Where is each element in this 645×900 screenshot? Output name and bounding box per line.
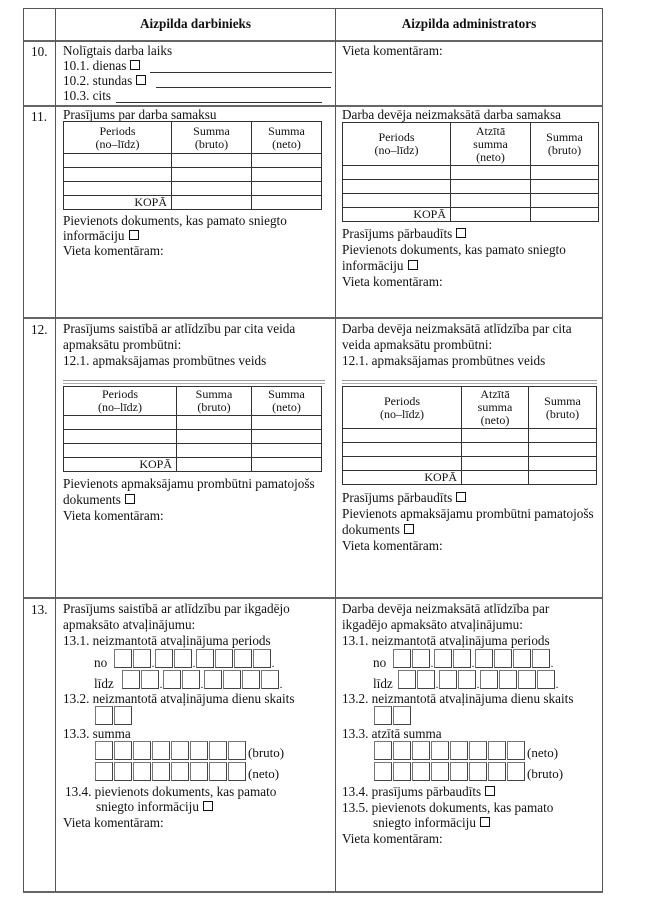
r13-s3: 13.3. summa xyxy=(63,726,131,741)
table-total-row[interactable] xyxy=(64,458,322,472)
r13-to-label: līdz xyxy=(94,676,114,691)
r13-admin-from-date-input[interactable]: . . . xyxy=(393,648,554,668)
r10-days-input[interactable] xyxy=(150,60,332,73)
table-row[interactable] xyxy=(343,429,597,443)
r10-admin-comment-label: Vieta komentāram: xyxy=(342,43,443,58)
r12-admin-title-2: veida apmaksātu prombūtni: xyxy=(342,337,493,352)
r10-hours-input[interactable] xyxy=(156,75,331,88)
r13-amount-gross-input[interactable] xyxy=(95,740,284,760)
r13-admin-from-label: no xyxy=(373,655,387,670)
row-number-13: 13. xyxy=(31,602,48,617)
r12-absence-type-input[interactable] xyxy=(63,380,325,384)
r10-other-label: 10.3. cits xyxy=(63,88,111,103)
r12-doc-text: Pievienots apmaksājamu prombūtni pamatojošs xyxy=(63,476,315,491)
r11-admin-doc-text-2: informāciju xyxy=(342,258,404,273)
r13-admin-amount-net-input[interactable] xyxy=(374,740,558,760)
table-right-border xyxy=(602,8,603,892)
r12-admin-doc-text: Pievienots apmaksājamu prombūtni pamatojošs xyxy=(342,506,594,521)
r13-days-input[interactable] xyxy=(95,705,132,725)
total-label: KOPĀ xyxy=(64,458,177,472)
r10-title: Nolīgtais darba laiks xyxy=(63,43,173,58)
r12-title-2: apmaksātu prombūtni: xyxy=(63,337,182,352)
r13-amount-net-input[interactable] xyxy=(95,761,279,781)
col-gross: Summa (bruto) xyxy=(529,387,597,429)
r13-admin-s2: 13.2. neizmantotā atvaļinājuma dienu skaits xyxy=(342,691,574,706)
r13-admin-s5-1: 13.5. pievienots dokuments, kas pamato xyxy=(342,800,554,815)
r13-gross-label: (bruto) xyxy=(248,745,285,760)
col-period: Periods (no–līdz) xyxy=(343,387,462,429)
table-top-border xyxy=(23,8,603,9)
header-admin: Aizpilda administrators xyxy=(401,16,537,31)
total-label: KOPĀ xyxy=(343,471,462,485)
r13-title-1: Prasījums saistībā ar atlīdzību par ikgadējo xyxy=(63,601,290,616)
r13-s1: 13.1. neizmantotā atvaļinājuma periods xyxy=(63,633,271,648)
r11-employee-table xyxy=(63,121,322,210)
r13-admin-title-1: Darba devēja neizmaksātā atlīdzība par xyxy=(342,601,550,616)
table-bottom-border xyxy=(23,891,603,893)
r12-title-1: Prasījums saistībā ar atlīdzību par cita veida xyxy=(63,321,296,336)
r13-s2: 13.2. neizmantotā atvaļinājuma dienu skaits xyxy=(63,691,295,706)
r11-doc-text: Pievienots dokuments, kas pamato sniegto xyxy=(63,213,287,228)
r13-s4-2: sniegto informāciju xyxy=(96,799,199,814)
col-gross: Summa (bruto) xyxy=(531,123,599,166)
table-row[interactable] xyxy=(343,180,599,194)
r13-from-date-input[interactable]: . . . xyxy=(114,648,275,668)
row-number-11: 11. xyxy=(31,109,47,124)
r11-admin-table xyxy=(342,122,599,222)
r11-doc-checkbox[interactable] xyxy=(129,230,139,240)
col-net: Summa (neto) xyxy=(252,122,322,154)
r12-subtitle: 12.1. apmaksājamas prombūtnes veids xyxy=(63,353,267,368)
r11-admin-doc-checkbox[interactable] xyxy=(408,260,418,270)
r12-admin-absence-type-input[interactable] xyxy=(342,380,597,384)
r13-comment-label: Vieta komentāram: xyxy=(63,815,164,830)
r10-hours-checkbox[interactable] xyxy=(136,75,146,85)
r13-admin-s4: 13.4. prasījums pārbaudīts xyxy=(342,784,482,799)
r13-admin-net-label: (neto) xyxy=(527,745,559,760)
col-gross: Summa (bruto) xyxy=(177,387,252,416)
r12-admin-subtitle: 12.1. apmaksājamas prombūtnes veids xyxy=(342,353,546,368)
r12-doc-text-2: dokuments xyxy=(63,492,121,507)
r13-title-2: apmaksāto atvaļinājumu: xyxy=(63,617,196,632)
r12-admin-doc-checkbox[interactable] xyxy=(404,524,414,534)
r11-admin-title: Darba devēja neizmaksātā darba samaksa xyxy=(342,107,561,122)
r12-admin-title-1: Darba devēja neizmaksātā atlīdzība par cita xyxy=(342,321,572,336)
r12-admin-comment-label: Vieta komentāram: xyxy=(342,538,443,553)
r12-checked-checkbox[interactable] xyxy=(456,492,466,502)
row-number-10: 10. xyxy=(31,44,48,59)
table-row[interactable] xyxy=(64,182,322,196)
table-row[interactable] xyxy=(343,166,599,180)
r12-checked-label: Prasījums pārbaudīts xyxy=(342,490,453,505)
table-left-border xyxy=(23,8,24,892)
table-total-row[interactable] xyxy=(343,471,597,485)
table-row[interactable] xyxy=(343,443,597,457)
r10-hours-label: 10.2. stundas xyxy=(63,73,133,88)
r13-admin-checked-checkbox[interactable] xyxy=(485,786,495,796)
col-gross: Summa (bruto) xyxy=(172,122,252,154)
header-employee: Aizpilda darbinieks xyxy=(139,16,252,31)
r11-checked-checkbox[interactable] xyxy=(456,228,466,238)
table-total-row[interactable] xyxy=(64,196,322,210)
header-bottom-border xyxy=(23,40,603,42)
table-row[interactable] xyxy=(343,194,599,208)
row-divider-11-12 xyxy=(23,317,603,319)
r13-admin-amount-gross-input[interactable] xyxy=(374,761,563,781)
r12-comment-label: Vieta komentāram: xyxy=(63,508,164,523)
r10-days-label: 10.1. dienas xyxy=(63,58,127,73)
table-row[interactable] xyxy=(64,416,322,430)
r12-admin-table xyxy=(342,386,597,485)
r13-admin-s3: 13.3. atzītā summa xyxy=(342,726,442,741)
r12-admin-doc-text-2: dokuments xyxy=(342,522,400,537)
r13-to-date-input[interactable]: . . . xyxy=(122,669,283,689)
r10-days-checkbox[interactable] xyxy=(130,60,140,70)
r11-comment-label: Vieta komentāram: xyxy=(63,243,164,258)
r11-admin-doc-text: Pievienots dokuments, kas pamato sniegto xyxy=(342,242,566,257)
table-row[interactable] xyxy=(64,154,322,168)
table-row[interactable] xyxy=(343,457,597,471)
r13-from-label: no xyxy=(94,655,108,670)
r13-admin-comment-label: Vieta komentāram: xyxy=(342,831,443,846)
r11-title: Prasījums par darba samaksu xyxy=(63,107,217,122)
r13-s4-1: 13.4. pievienots dokuments, kas pamato xyxy=(65,784,277,799)
r13-net-label: (neto) xyxy=(248,766,280,781)
col-approved-net: Atzītā summa (neto) xyxy=(451,123,531,166)
col-net: Summa (neto) xyxy=(252,387,322,416)
r10-other-input[interactable] xyxy=(116,90,322,103)
col-period: Periods (no–līdz) xyxy=(64,387,177,416)
col-approved-net: Atzītā summa (neto) xyxy=(462,387,529,429)
total-label: KOPĀ xyxy=(343,208,451,222)
table-total-row[interactable] xyxy=(343,208,599,222)
r13-admin-gross-label: (bruto) xyxy=(527,766,564,781)
table-row[interactable] xyxy=(64,430,322,444)
table-row[interactable] xyxy=(64,444,322,458)
r13-admin-doc-checkbox[interactable] xyxy=(480,817,490,827)
r13-admin-to-label: līdz xyxy=(373,676,393,691)
r13-doc-checkbox[interactable] xyxy=(203,801,213,811)
r13-admin-to-date-input[interactable]: . . . xyxy=(398,669,559,689)
row-number-12: 12. xyxy=(31,322,48,337)
r11-admin-comment-label: Vieta komentāram: xyxy=(342,274,443,289)
col-period: Periods (no–līdz) xyxy=(64,122,172,154)
r13-admin-s1: 13.1. neizmantotā atvaļinājuma periods xyxy=(342,633,550,648)
r11-doc-text-2: informāciju xyxy=(63,228,125,243)
r12-employee-table xyxy=(63,386,322,472)
table-row[interactable] xyxy=(64,168,322,182)
r13-admin-title-2: ikgadējo apmaksāto atvaļinājumu: xyxy=(342,617,523,632)
col-period: Periods (no–līdz) xyxy=(343,123,451,166)
row-divider-12-13 xyxy=(23,597,603,599)
total-label: KOPĀ xyxy=(64,196,172,210)
r13-admin-s5-2: sniegto informāciju xyxy=(373,815,476,830)
number-column-border xyxy=(55,8,56,892)
r11-checked-label: Prasījums pārbaudīts xyxy=(342,226,453,241)
r12-doc-checkbox[interactable] xyxy=(125,494,135,504)
r13-admin-days-input[interactable] xyxy=(374,705,411,725)
middle-column-border xyxy=(335,8,336,892)
